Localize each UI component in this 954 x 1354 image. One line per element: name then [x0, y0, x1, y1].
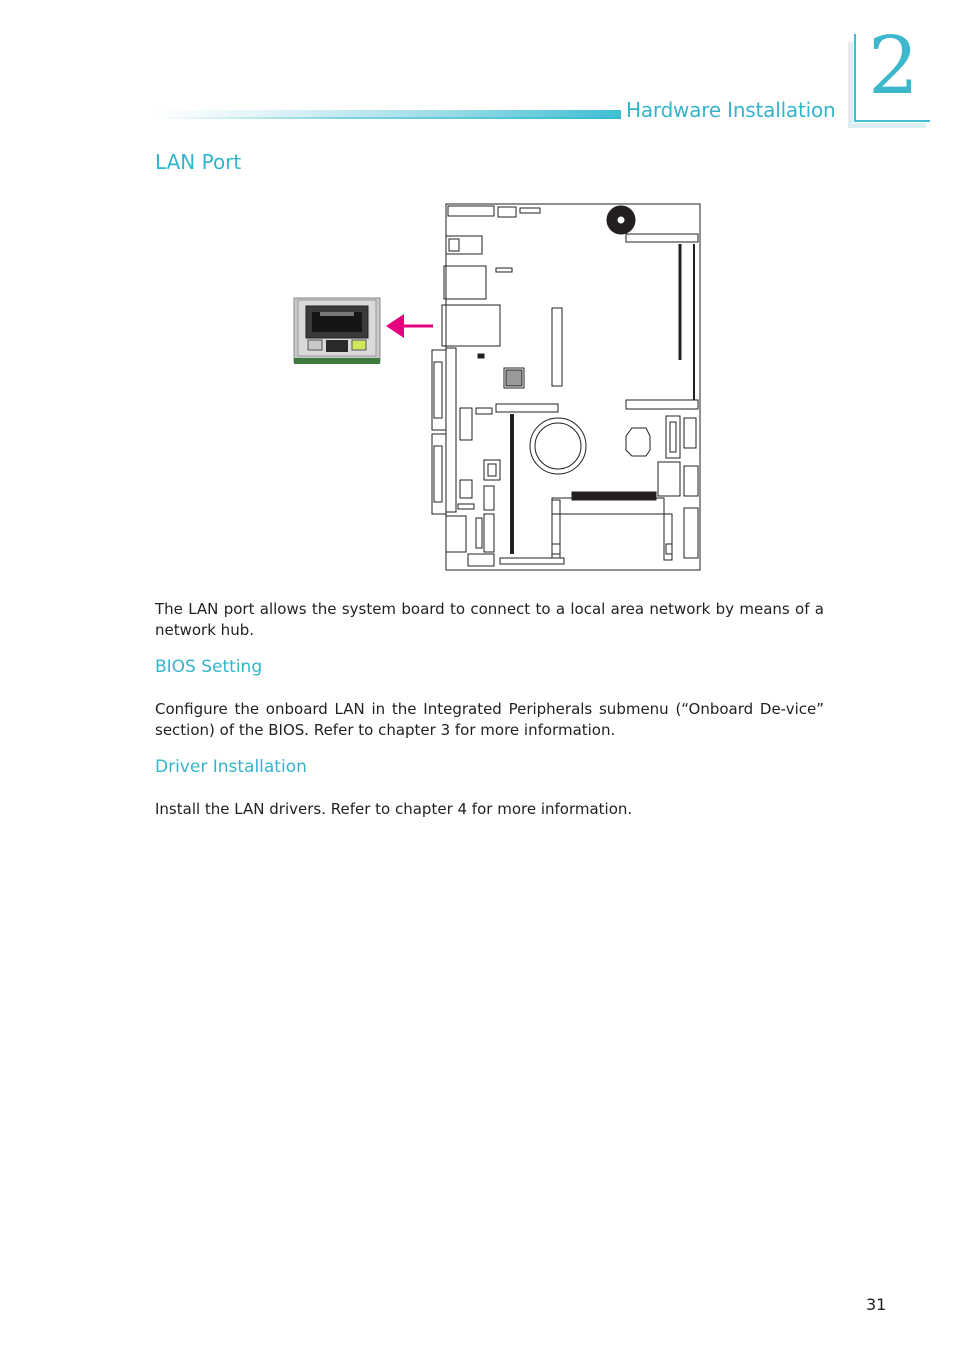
chapter-tab-border-horizontal	[854, 120, 930, 122]
chapter-tab-shadow-horizontal	[848, 123, 926, 128]
chapter-tab-border-vertical	[854, 34, 856, 122]
header-section-title: Hardware Installation	[626, 98, 836, 122]
chapter-number: 2	[868, 19, 919, 112]
rj45-lan-port-icon	[294, 298, 380, 364]
bios-setting-paragraph: Configure the onboard LAN in the Integrated Peripherals submenu (“Onboard De-vice” section) of the BIOS. Refer to chapter 3 for more information.	[155, 700, 824, 739]
page-number: 31	[866, 1295, 887, 1314]
motherboard-diagram-icon	[290, 200, 704, 574]
lan-port-figure	[290, 200, 704, 574]
driver-installation-paragraph: Install the LAN drivers. Refer to chapter 4 for more information.	[155, 800, 633, 818]
driver-installation-heading: Driver Installation	[155, 757, 307, 777]
bios-setting-heading: BIOS Setting	[155, 657, 263, 677]
pointer-arrow-icon	[386, 314, 433, 338]
lan-intro-paragraph: The LAN port allows the system board to connect to a local area network by means of a network hub.	[155, 600, 824, 639]
chapter-tab-shadow-vertical	[848, 42, 853, 128]
chapter-tab	[848, 19, 930, 128]
header-gradient-bar	[155, 110, 621, 119]
section-title: LAN Port	[155, 150, 242, 174]
